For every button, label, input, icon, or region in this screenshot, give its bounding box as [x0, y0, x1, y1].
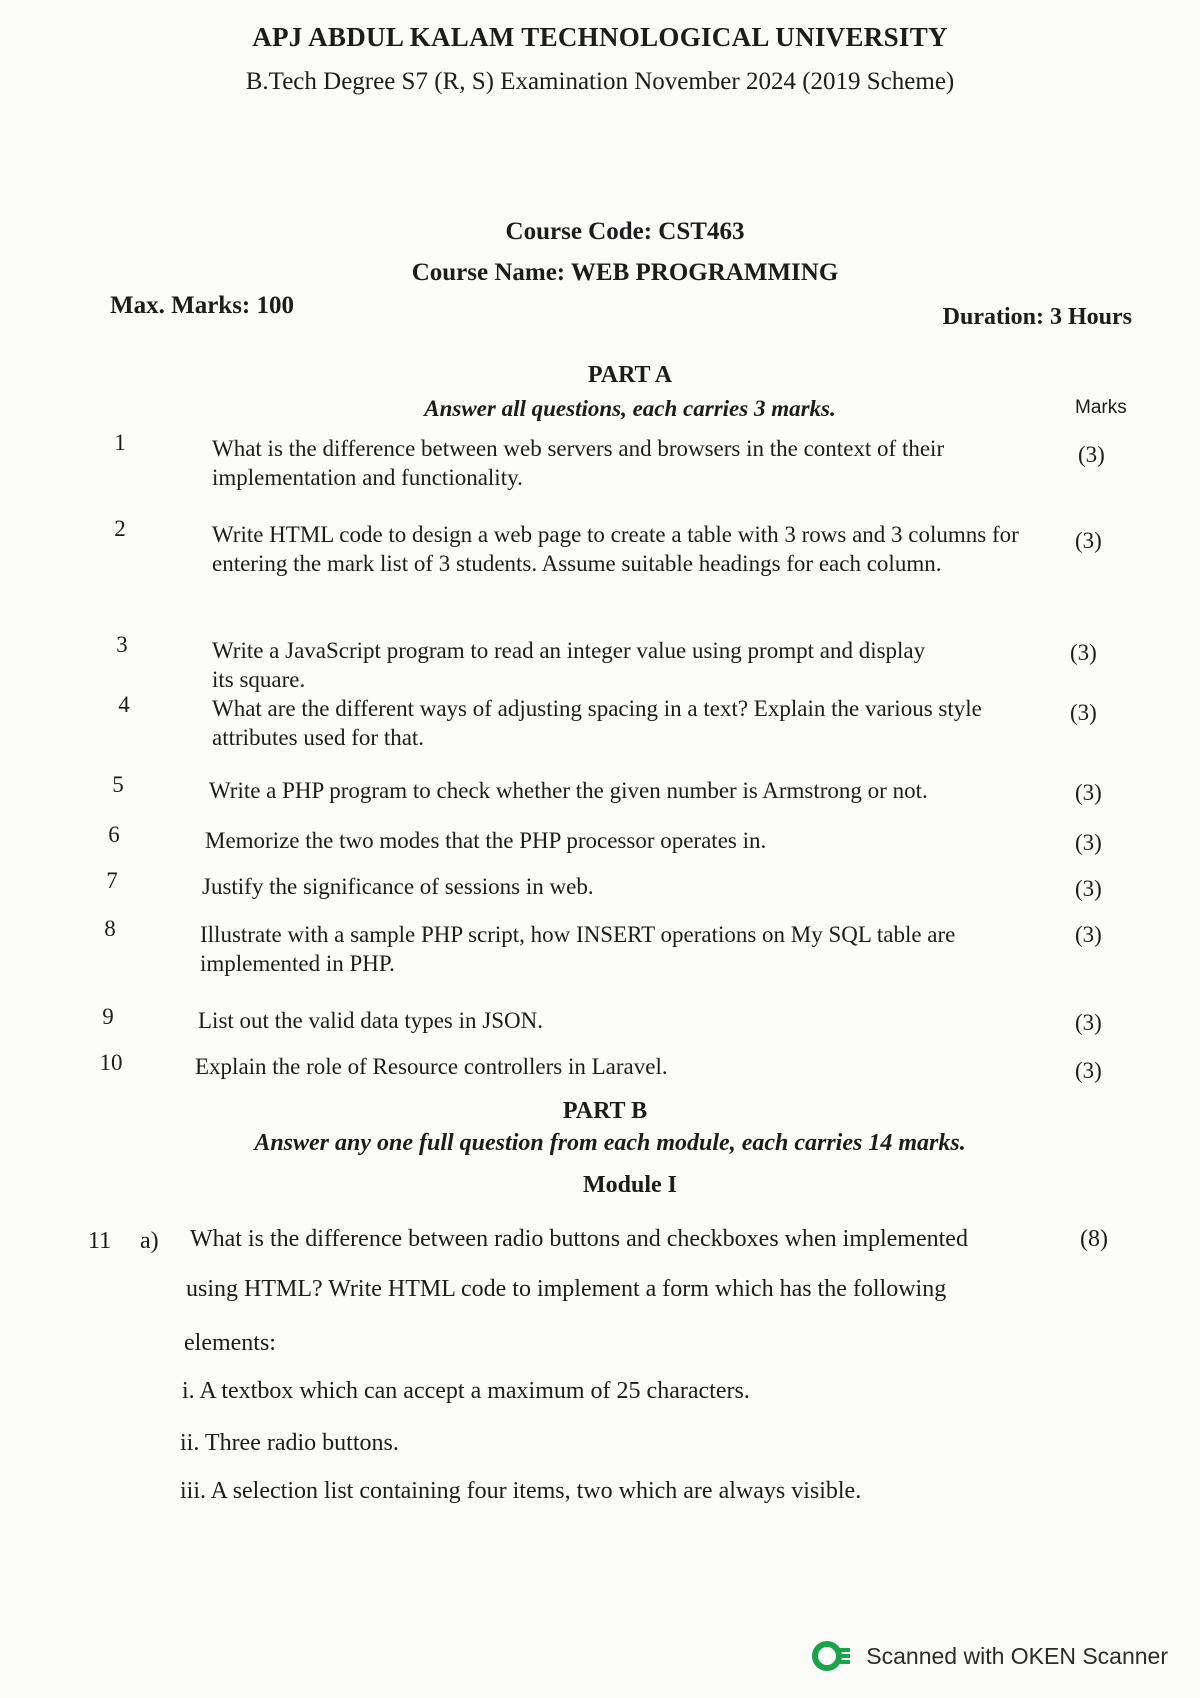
question-marks: (3) [1078, 442, 1105, 467]
course-code: Course Code: CST463 [505, 218, 745, 245]
question-text: Write HTML code to design a web page to create a table with 3 rows and 3 columns for entering the mark list of 3 students. Assume suitable headings for each column. [212, 522, 1019, 576]
question-number: 7 [106, 868, 118, 893]
duration: Duration: 3 Hours [942, 304, 1132, 330]
question-text-line: elements: [184, 1330, 276, 1356]
question-marks: (3) [1070, 640, 1097, 665]
question-text: Justify the significance of sessions in web. [202, 874, 594, 899]
question-text: Write a PHP program to check whether the given number is Armstrong or not. [209, 778, 928, 803]
oken-scanner-logo-icon [812, 1640, 852, 1672]
question-text: List out the valid data types in JSON. [198, 1008, 543, 1033]
part-b-title: PART B [562, 1098, 648, 1124]
module-heading: Module I [582, 1172, 677, 1198]
question-number: 3 [116, 632, 128, 657]
question-text-line: using HTML? Write HTML code to implement a form which has the following [186, 1276, 947, 1302]
question-marks: (3) [1075, 922, 1102, 947]
question-text-line: What is the difference between radio buttons and checkboxes when implemented [190, 1226, 968, 1252]
question-marks: (3) [1075, 780, 1102, 805]
question-marks: (3) [1070, 700, 1097, 725]
question-text: Memorize the two modes that the PHP processor operates in. [205, 828, 767, 853]
question-text: Write a JavaScript program to read an integer value using prompt and display its square. [212, 638, 926, 692]
university-name: APJ ABDUL KALAM TECHNOLOGICAL UNIVERSITY [252, 22, 948, 52]
list-item: i. A textbox which can accept a maximum of 25 characters. [182, 1378, 750, 1404]
question-number: 1 [114, 430, 126, 455]
question-number: 10 [99, 1050, 123, 1075]
question-number: 8 [104, 916, 116, 941]
question-marks: (3) [1075, 830, 1102, 855]
sub-question-label: a) [140, 1228, 159, 1254]
question-marks: (3) [1075, 528, 1102, 553]
question-number: 11 [88, 1228, 112, 1254]
question-text: What are the different ways of adjusting spacing in a text? Explain the various style attributes used for that. [212, 696, 982, 750]
question-number: 6 [108, 822, 120, 847]
question-marks: (3) [1075, 1010, 1102, 1035]
question-marks: (8) [1080, 1226, 1108, 1252]
scanner-text: Scanned with OKEN Scanner [866, 1642, 1168, 1669]
max-marks: Max. Marks: 100 [110, 292, 294, 319]
question-number: 4 [118, 692, 130, 717]
question-marks: (3) [1075, 1058, 1102, 1083]
marks-column-header: Marks [1075, 397, 1127, 418]
part-b-instruction: Answer any one full question from each module, each carries 14 marks. [254, 1130, 966, 1156]
part-a-instruction: Answer all questions, each carries 3 marks. [424, 396, 836, 421]
question-text: Illustrate with a sample PHP script, how INSERT operations on My SQL table are implemented in PHP. [200, 922, 956, 976]
exam-title: B.Tech Degree S7 (R, S) Examination November 2024 (2019 Scheme) [245, 68, 955, 95]
list-item: iii. A selection list containing four items, two which are always visible. [180, 1478, 862, 1504]
question-number: 9 [102, 1004, 114, 1029]
question-number: 5 [112, 772, 124, 797]
question-marks: (3) [1075, 876, 1102, 901]
question-text: What is the difference between web servers and browsers in the context of their implementation and functionality. [212, 436, 945, 490]
course-name: Course Name: WEB PROGRAMMING [411, 259, 839, 286]
question-number: 2 [114, 516, 126, 541]
scanner-watermark [812, 1640, 1168, 1672]
question-text: Explain the role of Resource controllers in Laravel. [195, 1054, 668, 1079]
list-item: ii. Three radio buttons. [180, 1430, 399, 1456]
part-a-title: PART A [587, 362, 673, 388]
